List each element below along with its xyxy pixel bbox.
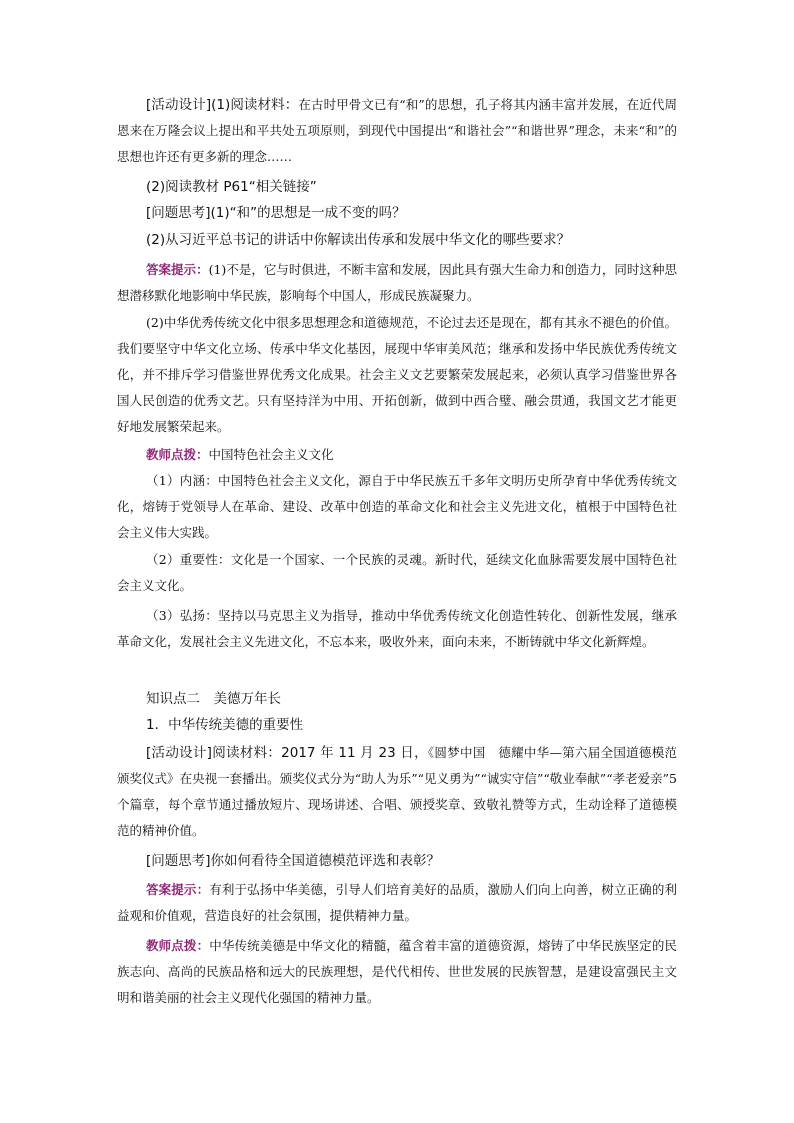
answer-hint-2: [117, 310, 677, 440]
answer-hint-1: [117, 257, 677, 309]
knowledge-point-heading: [117, 686, 677, 712]
importance-text: （2）重要性：文化是一个国家、一个民族的灵魂。新时代，延续文化血脉需要发展中国特色社会主义文化。: [117, 552, 677, 593]
question-1: [117, 200, 677, 226]
question-1-text: [问题思考](1)“和”的思想是一成不变的吗？: [146, 205, 406, 221]
answer-hint-3-label: 答案提示：: [146, 882, 210, 897]
importance-paragraph: [117, 547, 677, 599]
answer-hint-label: 答案提示：: [146, 262, 209, 277]
question-3: [117, 848, 677, 874]
question-2-text: (2)从习近平总书记的讲话中你解读出传承和发展中华文化的哪些要求？: [146, 232, 571, 248]
teacher-tip-2: [117, 933, 677, 1011]
teacher-tip-2-body: 中华传统美德是中华文化的精髓，蕴含着丰富的道德资源，熔铸了中华民族坚定的民族志向、高尚的民族品格和远大的民族理想，是代代相传、世世发展的民族智慧，是建设富强民主文明和谐美丽的社会主义现代化强国的精神力量。: [117, 938, 677, 1005]
section-heading: [117, 712, 677, 738]
promotion-text: （3）弘扬：坚持以马克思主义为指导，推动中华优秀传统文化创造性转化、创新性发展，继承革命文化，发展社会主义先进文化，不忘本来，吸收外来，面向未来，不断铸就中华文化新辉煌。: [117, 608, 677, 649]
section-heading-text: 1．中华传统美德的重要性: [146, 717, 304, 733]
activity-design-2: [117, 174, 677, 200]
activity-design-1: [117, 92, 677, 170]
teacher-tip-title: 中国特色社会主义文化: [208, 447, 334, 462]
answer-hint-3-body: 有利于弘扬中华美德，引导人们培育美好的品质，激励人们向上向善，树立正确的利益观和价值观，营造良好的社会氛围，提供精神力量。: [117, 882, 677, 923]
question-2: [117, 227, 677, 253]
reading-textbook: (2)阅读教材 P61“相关链接”: [146, 179, 317, 195]
activity-design-3-lead: [活动设计]阅读材料：2017 年 11 月 23 日，: [146, 745, 428, 761]
activity-design-3-body: 《圆梦中国 德耀中华—第六届全国道德模范颁奖仪式》在央视一套播出。颁奖仪式分为“助人为乐”“见义勇为”“诚实守信”“敬业奉献”“孝老爱亲”5个篇章，每个章节通过播放短片、现场讲述、合唱、颁授奖章、致敬礼赞等方式，生动诠释了道德模范的精神价值。: [117, 745, 678, 838]
knowledge-point-text: 知识点二 美德万年长: [146, 691, 281, 707]
answer-hint-3: [117, 877, 677, 929]
teacher-tip-2-label: 教师点拨：: [146, 938, 210, 953]
answer-hint-body: (1)不是，它与时俱进，不断丰富和发展，因此具有强大生命力和创造力，同时这种思想潜移默化地影响中华民族，影响每个中国人，形成民族凝聚力。: [117, 262, 677, 303]
promotion-paragraph: [117, 603, 677, 655]
teacher-tip-1: [117, 442, 677, 468]
activity-design-3: [117, 740, 677, 844]
connotation-text: （1）内涵：中国特色社会主义文化，源自于中华民族五千多年文明历史所孕育中华优秀传统文化，熔铸于党领导人在革命、建设、改革中创造的革命文化和社会主义先进文化，植根于中国特色社会主义伟大实践。: [117, 473, 677, 540]
activity-design-lead: [活动设计](1)阅读材料：: [146, 97, 299, 113]
connotation-paragraph: [117, 468, 677, 546]
question-3-text: [问题思考]你如何看待全国道德模范评选和表彰？: [146, 853, 441, 869]
teacher-tip-label: 教师点拨：: [146, 447, 209, 462]
activity-design-body: 在古时甲骨文已有“和”的思想，孔子将其内涵丰富并发展，在近代周恩来在万隆会议上提出和平共处五项原则，到现代中国提出“和谐社会”“和谐世界”理念，未来“和”的思想也许还有更多新的理念……: [117, 97, 677, 164]
answer-hint-2-body: (2)中华优秀传统文化中很多思想理念和道德规范，不论过去还是现在，都有其永不褪色的价值。我们要坚守中华文化立场、传承中华文化基因，展现中华审美风范；继承和发扬中华民族优秀传统文化，并不排斥学习借鉴世界优秀文化成果。社会主义文艺要繁荣发展起来，必须认真学习借鉴世界各国人民创造的优秀文艺。只有坚持洋为中用、开拓创新，做到中西合璧、融会贯通，我国文艺才能更好地发展繁荣起来。: [117, 315, 677, 434]
